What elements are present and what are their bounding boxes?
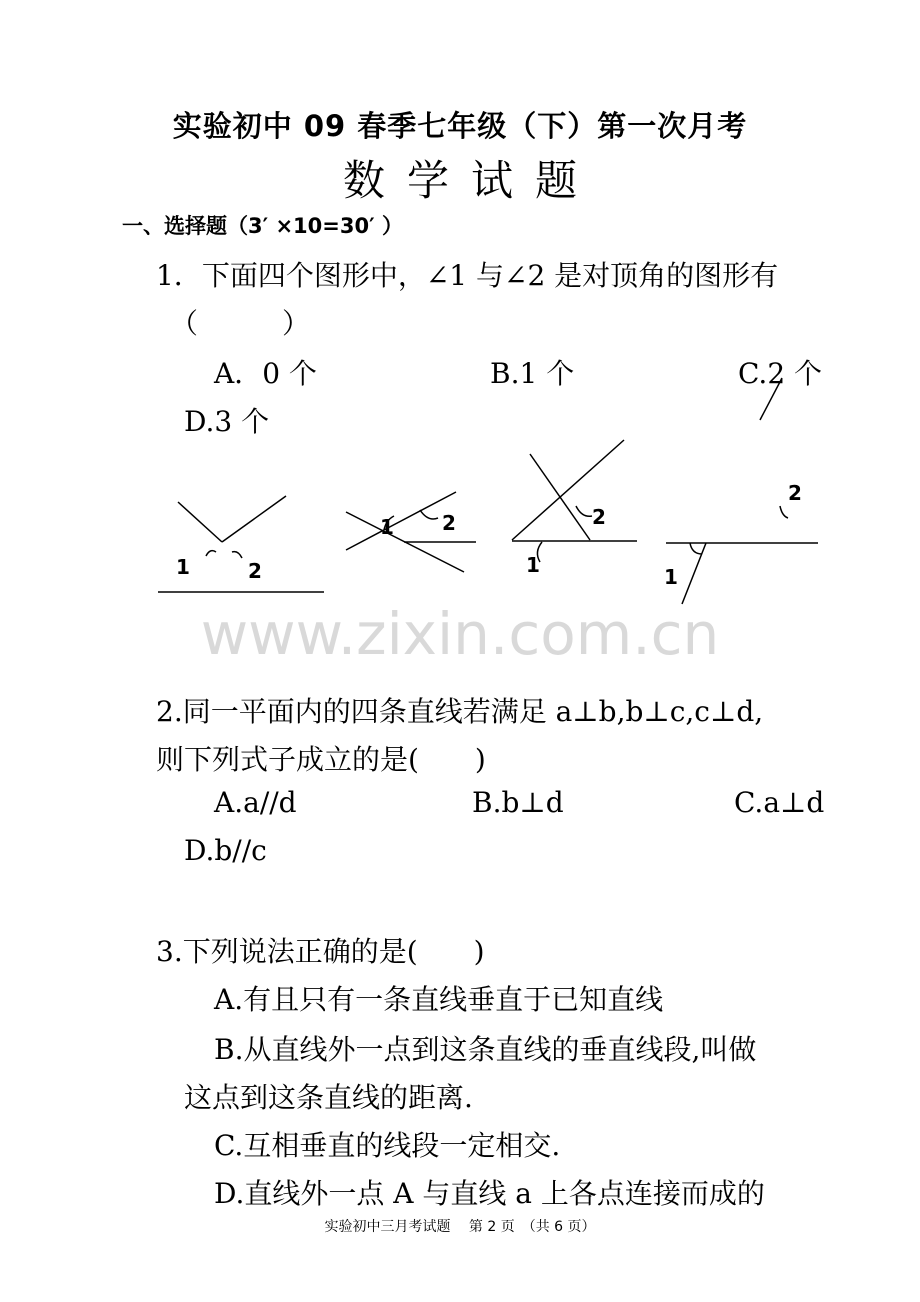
q1-option-a: A．0 个 [214,357,317,390]
fig4-label-1: 1 [664,565,678,589]
q3-option-c: C.互相垂直的线段一定相交. [214,1129,561,1162]
section-heading: 一、选择题（3′ ×10=30′ ） [122,214,403,238]
figure-4 [664,481,818,604]
q2-stem: 2.同一平面内的四条直线若满足 a⊥b,b⊥c,c⊥d, [156,695,764,728]
fig2-label-2: 2 [442,511,456,535]
figure-3 [512,440,637,577]
fig1-label-1: 1 [176,555,190,579]
fig4-label-2: 2 [788,481,802,505]
q3-option-b: B.从直线外一点到这条直线的垂直线段,叫做 [214,1033,757,1066]
stray-stroke [760,378,782,420]
q1-option-d: D.3 个 [184,405,270,438]
q3-option-b-cont: 这点到这条直线的距离. [184,1081,473,1114]
q2-option-a: A.a//d [214,786,297,819]
q2-stem-line2: 则下列式子成立的是( ) [156,743,486,776]
exam-title: 实验初中 09 春季七年级（下）第一次月考 [172,109,748,143]
q3-option-a: A.有且只有一条直线垂直于已知直线 [214,983,664,1016]
fig2-label-1: 1 [380,515,394,539]
q3-stem: 3.下列说法正确的是( ) [156,935,485,968]
figure-1 [158,496,324,592]
q1-option-c: C.2 个 [738,357,823,390]
q2-option-d: D.b//c [184,834,267,867]
subject-title: 数学试题 [342,156,599,205]
figure-2 [346,492,476,572]
q1-option-b: B.1 个 [490,357,575,390]
watermark: www.zixin.com.cn [200,600,720,668]
fig3-label-2: 2 [592,505,606,529]
q2-option-c: C.a⊥d [734,786,825,819]
page-footer: 实验初中三月考试题 第 2 页 （共 6 页） [324,1219,596,1235]
q1-stem: 1．下面四个图形中，∠1 与∠2 是对顶角的图形有 [156,259,779,292]
fig1-label-2: 2 [248,559,262,583]
q3-option-d: D.直线外一点 A 与直线 a 上各点连接而成的 [214,1177,765,1210]
q2-option-b: B.b⊥d [472,786,564,819]
fig3-label-1: 1 [526,553,540,577]
q1-answer-paren: （ ） [170,307,311,340]
